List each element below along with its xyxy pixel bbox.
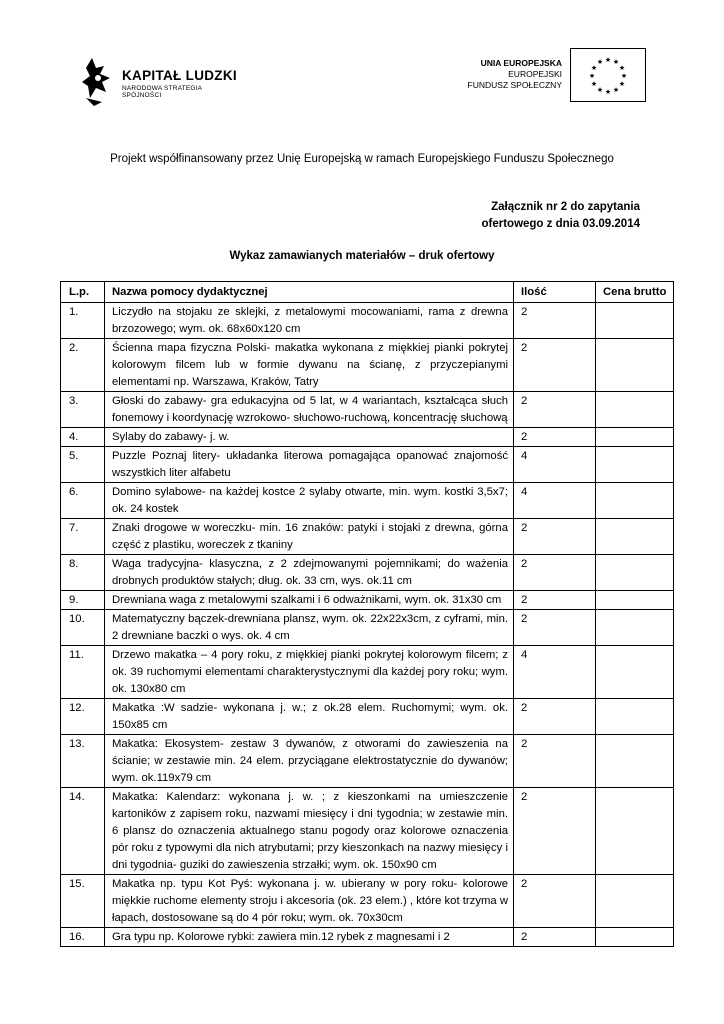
row-price <box>596 555 674 591</box>
row-lp: 14. <box>61 788 105 875</box>
row-qty: 2 <box>514 428 596 447</box>
row-lp: 2. <box>61 339 105 392</box>
table-row <box>61 610 674 646</box>
kl-subtitle: NARODOWA STRATEGIA SPÓJNOŚCI <box>122 85 202 99</box>
row-price <box>596 392 674 428</box>
table-row <box>61 519 674 555</box>
row-lp: 6. <box>61 483 105 519</box>
row-lp: 5. <box>61 447 105 483</box>
svg-text:★: ★ <box>618 80 626 88</box>
table-row <box>61 392 674 428</box>
row-lp: 11. <box>61 646 105 699</box>
row-name: Makatka np. typu Kot Pyś: wykonana j. w. ubierany w pory roku- kolorowe miękkie ruchome elementy stroju i akcesoria (ok. 23 elem.) , które kot trzyma w łapach, dostosowane są do 4 pór roku; wym. ok. 70x30cm <box>105 875 514 928</box>
attachment-note <box>481 199 640 233</box>
row-qty: 2 <box>514 519 596 555</box>
table-row <box>61 428 674 447</box>
page-header <box>0 40 724 110</box>
table-row <box>61 646 674 699</box>
table-row <box>61 339 674 392</box>
row-price <box>596 591 674 610</box>
attachment-line1: Załącznik nr 2 do zapytania <box>491 201 640 213</box>
row-qty: 4 <box>514 447 596 483</box>
row-lp: 15. <box>61 875 105 928</box>
row-price <box>596 519 674 555</box>
table-header-row <box>61 282 674 303</box>
svg-text:★: ★ <box>590 80 598 88</box>
row-name: Makatka :W sadzie- wykonana j. w.; z ok.28 elem. Ruchomymi; wym. ok. 150x85 cm <box>105 699 514 735</box>
row-lp: 13. <box>61 735 105 788</box>
row-lp: 4. <box>61 428 105 447</box>
eu-line2: EUROPEJSKI <box>508 69 562 79</box>
row-qty: 2 <box>514 788 596 875</box>
row-qty: 2 <box>514 928 596 947</box>
svg-text:★: ★ <box>620 72 628 80</box>
header-qty: Ilość <box>514 282 596 303</box>
row-qty: 2 <box>514 875 596 928</box>
svg-text:★: ★ <box>604 88 612 96</box>
materials-table <box>60 281 674 947</box>
svg-text:★: ★ <box>612 86 620 94</box>
row-name: Makatka: Kalendarz: wykonana j. w. ; z kieszonkami na umieszczenie kartoników z zapisem roku, nazwami miesięcy i dni tygodnia; w zestawie min. 6 plansz do oznaczenia aktualnego stanu pogody oraz kolorowe oznaczenia pór roku z typowymi dla nich atrybutami; przy kieszonkach na nazwy miesięcy i dni tygodnia- guziki do zawieszenia strzałki; wym. ok. 150x90 cm <box>105 788 514 875</box>
svg-text:★: ★ <box>612 58 620 66</box>
svg-text:★: ★ <box>596 58 604 66</box>
table-row <box>61 875 674 928</box>
row-lp: 3. <box>61 392 105 428</box>
row-lp: 8. <box>61 555 105 591</box>
row-price <box>596 447 674 483</box>
row-qty: 4 <box>514 483 596 519</box>
row-qty: 2 <box>514 339 596 392</box>
row-price <box>596 875 674 928</box>
kapital-ludzki-emblem-icon <box>82 58 118 106</box>
row-price <box>596 928 674 947</box>
row-name: Drewniana waga z metalowymi szalkami i 6 odważnikami, wym. ok. 31x30 cm <box>105 591 514 610</box>
row-name: Sylaby do zabawy- j. w. <box>105 428 514 447</box>
row-qty: 2 <box>514 735 596 788</box>
kl-title: KAPITAŁ LUDZKI <box>122 68 237 83</box>
row-qty: 2 <box>514 610 596 646</box>
row-qty: 2 <box>514 555 596 591</box>
row-name: Makatka: Ekosystem- zestaw 3 dywanów, z otworami do zawieszenia na ścianie; w zestawie min. 24 elem. przyciągane elektrostatycznie do dywanów; wym. ok.119x79 cm <box>105 735 514 788</box>
table-row <box>61 303 674 339</box>
attachment-line2: ofertowego z dnia 03.09.2014 <box>481 218 640 230</box>
row-qty: 4 <box>514 646 596 699</box>
row-price <box>596 483 674 519</box>
row-name: Znaki drogowe w woreczku- min. 16 znaków: patyki i stojaki z drewna, górna część z plastiku, woreczek z tkaniny <box>105 519 514 555</box>
row-name: Matematyczny bączek-drewniana plansz, wym. ok. 22x22x3cm, z cyframi, min. 2 drewniane baczki o wys. ok. 4 cm <box>105 610 514 646</box>
row-name: Liczydło na stojaku ze sklejki, z metalowymi mocowaniami, rama z drewna brzozowego; wym. ok. 68x60x120 cm <box>105 303 514 339</box>
row-price <box>596 428 674 447</box>
row-lp: 7. <box>61 519 105 555</box>
row-name: Waga tradycyjna- klasyczna, z 2 zdejmowanymi pojemnikami; do ważenia drobnych produktów stałych; dług. ok. 33 cm, wys. ok.11 cm <box>105 555 514 591</box>
eu-line1: UNIA EUROPEJSKA <box>480 58 562 68</box>
svg-text:★: ★ <box>590 64 598 72</box>
row-lp: 12. <box>61 699 105 735</box>
table-row <box>61 928 674 947</box>
project-intro: Projekt współfinansowany przez Unię Europejską w ramach Europejskiego Funduszu Społecznego <box>110 153 614 165</box>
row-qty: 2 <box>514 699 596 735</box>
row-price <box>596 699 674 735</box>
row-qty: 2 <box>514 303 596 339</box>
table-row <box>61 447 674 483</box>
table-row <box>61 555 674 591</box>
row-name: Domino sylabowe- na każdej kostce 2 sylaby otwarte, min. wym. kostki 3,5x7; ok. 24 kostek <box>105 483 514 519</box>
row-qty: 2 <box>514 591 596 610</box>
kapital-ludzki-logo <box>82 58 242 118</box>
table-row <box>61 699 674 735</box>
row-lp: 10. <box>61 610 105 646</box>
row-name: Ścienna mapa fizyczna Polski- makatka wykonana z miękkiej pianki pokrytej kolorowym filcem lub w formie dywanu na ścianę, z przyczepianymi elementami np. Warszawa, Kraków, Tatry <box>105 339 514 392</box>
svg-text:★: ★ <box>604 56 612 64</box>
table-row <box>61 591 674 610</box>
row-name: Głoski do zabawy- gra edukacyjna od 5 lat, w 4 wariantach, kształcąca słuch fonemowy i koordynację wzrokowo- słuchowo-ruchową, koncentrację słuchową <box>105 392 514 428</box>
row-price <box>596 788 674 875</box>
row-lp: 16. <box>61 928 105 947</box>
table-row <box>61 788 674 875</box>
row-price <box>596 339 674 392</box>
header-price: Cena brutto <box>596 282 674 303</box>
eu-logo <box>440 48 646 104</box>
row-price <box>596 646 674 699</box>
table-row <box>61 483 674 519</box>
row-name: Drzewo makatka – 4 pory roku, z miękkiej pianki pokrytej kolorowym filcem; z ok. 39 ruchomymi elementami charakterystycznymi dla każdej pory roku; wym. ok. 130x80 cm <box>105 646 514 699</box>
header-lp: L.p. <box>61 282 105 303</box>
row-name: Puzzle Poznaj litery- układanka literowa pomagająca opanować znajomość wszystkich liter alfabetu <box>105 447 514 483</box>
svg-text:★: ★ <box>588 72 596 80</box>
eu-flag-icon <box>570 48 646 102</box>
row-price <box>596 735 674 788</box>
list-title: Wykaz zamawianych materiałów – druk ofertowy <box>229 250 495 262</box>
row-qty: 2 <box>514 392 596 428</box>
row-price <box>596 610 674 646</box>
eu-line3: FUNDUSZ SPOŁECZNY <box>467 80 562 90</box>
header-name: Nazwa pomocy dydaktycznej <box>105 282 514 303</box>
row-lp: 9. <box>61 591 105 610</box>
row-price <box>596 303 674 339</box>
table-row <box>61 735 674 788</box>
svg-text:★: ★ <box>618 64 626 72</box>
row-lp: 1. <box>61 303 105 339</box>
svg-text:★: ★ <box>596 86 604 94</box>
row-name: Gra typu np. Kolorowe rybki: zawiera min.12 rybek z magnesami i 2 <box>105 928 514 947</box>
